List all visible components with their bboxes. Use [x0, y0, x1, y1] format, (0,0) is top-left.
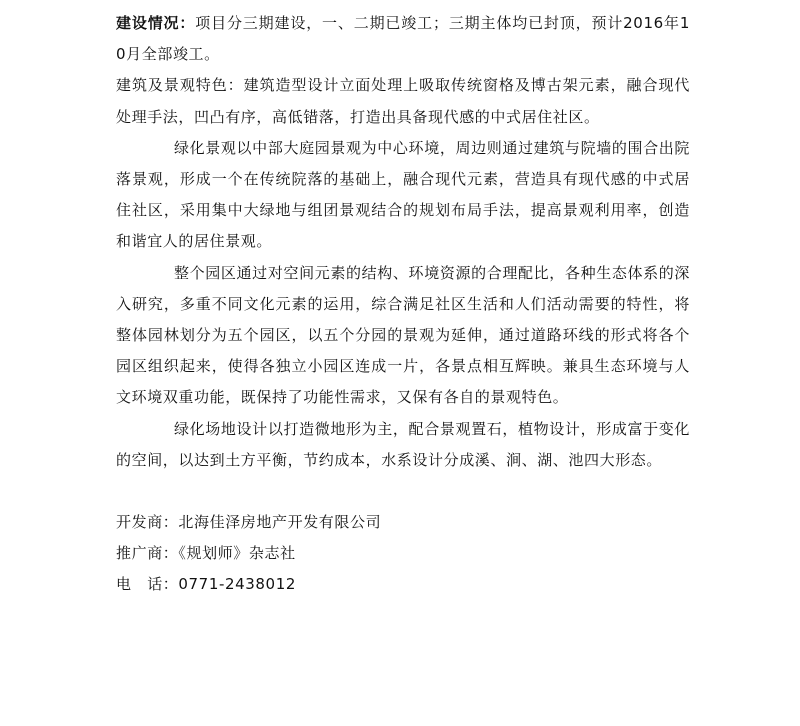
architecture-paragraph: 建筑及景观特色：建筑造型设计立面处理上吸取传统窗格及博古架元素，融合现代处理手法，凹凸有序，高低错落，打造出具备现代感的中式居住社区。: [116, 76, 690, 126]
document-body: [116, 8, 690, 601]
construction-label: 建设情况：: [116, 14, 196, 32]
promoter-line: 推广商：《规划师》杂志社: [116, 544, 296, 563]
garden-zones-paragraph: 整个园区通过对空间元素的结构、环境资源的合理配比，各种生态体系的深入研究，多重不同文化元素的运用，综合满足社区生活和人们活动需要的特性，将整体园林划分为五个园区，以五个分园的景观为延伸，通过道路环线的形式将各个园区组织起来，使得各独立小园区连成一片，各景点相互辉映。兼具生态环境与人文环境双重功能，既保持了功能性需求，又保有各自的景观特色。: [116, 263, 690, 407]
construction-paragraph: [116, 8, 690, 70]
developer-line: 开发商：北海佳泽房地产开发有限公司: [116, 513, 382, 532]
construction-text: 项目分三期建设，一、二期已竣工；三期主体均已封顶，预计2016年10月全部竣工。: [116, 14, 690, 64]
phone-line: 电 话：0771-2438012: [116, 575, 296, 594]
spacer: [116, 476, 690, 507]
landscape-paragraph: 绿化景观以中部大庭园景观为中心环境，周边则通过建筑与院墙的围合出院落景观，形成一个在传统院落的基础上，融合现代元素，营造具有现代感的中式居住社区，采用集中大绿地与组团景观结合的规划布局手法，提高景观利用率，创造和谐宜人的居住景观。: [116, 138, 690, 251]
site-design-paragraph: 绿化场地设计以打造微地形为主，配合景观置石，植物设计，形成富于变化的空间，以达到土方平衡，节约成本，水系设计分成溪、涧、湖、池四大形态。: [116, 419, 690, 469]
